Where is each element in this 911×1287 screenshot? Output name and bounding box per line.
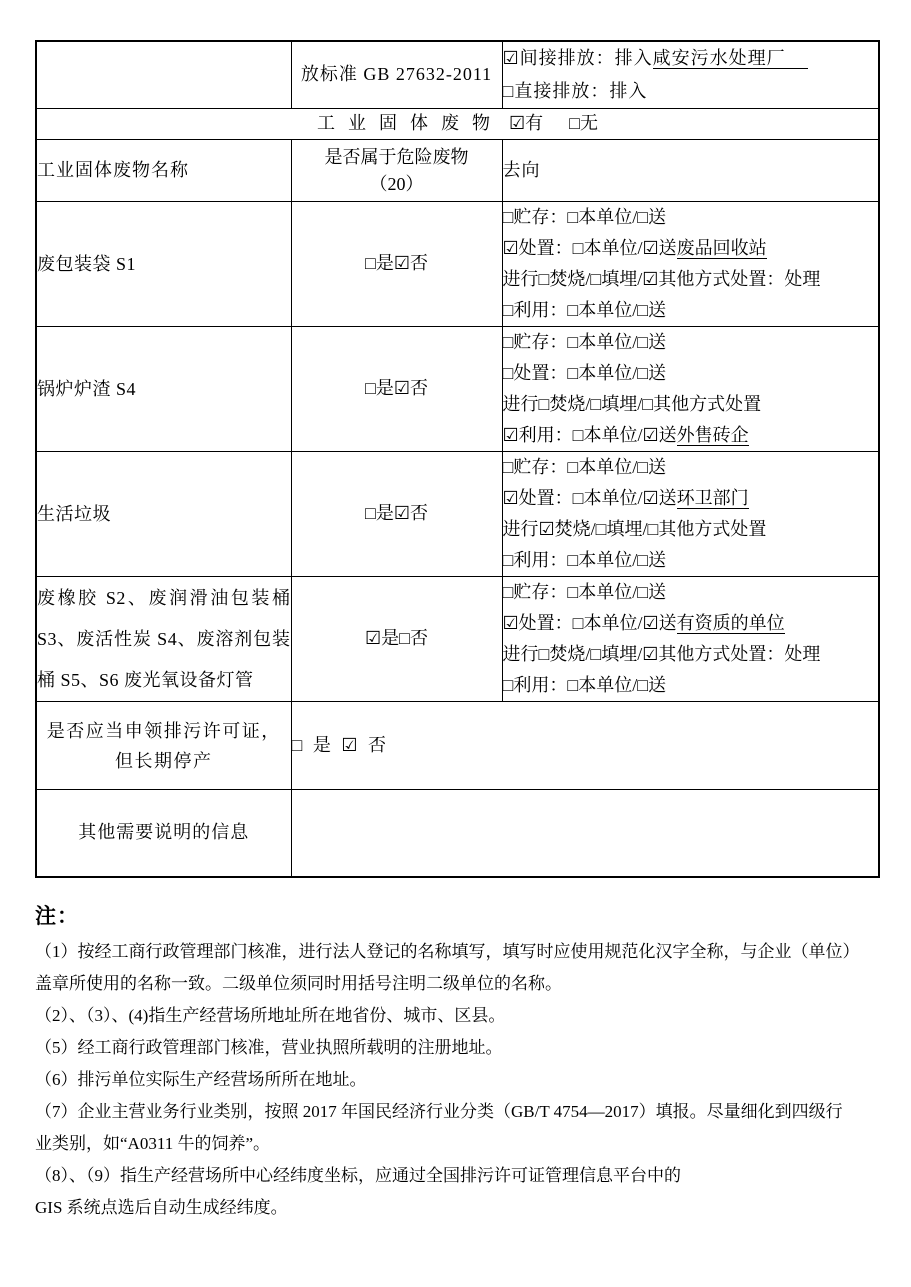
method-line [503, 264, 879, 295]
permit-answer-cell: □ 是 ☑ 否 [291, 702, 879, 790]
disposal-line [503, 358, 879, 389]
indirect-discharge-line [503, 42, 879, 75]
utilization-line [503, 420, 879, 451]
note-line: （2）、（3）、(4)指生产经营场所地址所在地省份、城市、区县。 [35, 1006, 506, 1025]
waste-name-cell: 锅炉炉渣 S4 [36, 327, 291, 452]
method-line [503, 514, 879, 545]
permit-question-cell [36, 702, 291, 790]
note-line: （5）经工商行政管理部门核准，营业执照所载明的注册地址。 [35, 1038, 503, 1057]
destination-cell [502, 452, 879, 577]
note-line: （7）企业主营业务行业类别，按照 2017 年国民经济行业分类（GB/T 4754—2017）填报。尽量细化到四级行 [35, 1102, 843, 1121]
discharge-destination-cell [502, 41, 879, 109]
disposal-text: ☑处置：□本单位/☑送 [502, 238, 677, 258]
storage-line [503, 202, 879, 233]
destination-cell [502, 327, 879, 452]
storage-line [503, 577, 879, 608]
storage-text: □贮存：□本单位/□送 [502, 582, 667, 602]
utilization-text: ☑利用：□本单位/☑送 [502, 425, 677, 445]
permit-question-line2: 但长期停产 [115, 750, 213, 771]
destination-cell [502, 577, 879, 702]
disposal-text: □处置：□本单位/□送 [502, 363, 667, 383]
waste-row [36, 327, 879, 452]
method-text: 进行□焚烧/□填埋/☑其他方式处置：处理 [502, 269, 821, 289]
other-info-label-cell: 其他需要说明的信息 [36, 790, 291, 877]
utilization-underlined-value: 外售砖企 [676, 425, 749, 445]
waste-name-cell: 废包装袋 S1 [36, 202, 291, 327]
disposal-underlined-value: 环卫部门 [676, 488, 749, 508]
hazard-cell: □是☑否 [291, 202, 502, 327]
method-text: 进行□焚烧/□填埋/□其他方式处置 [502, 394, 762, 414]
waste-row [36, 202, 879, 327]
direct-discharge-line: □直接排放：排入 [502, 81, 648, 101]
permit-question-line1: 是否应当申领排污许可证， [46, 720, 281, 741]
note-line: 盖章所使用的名称一致。二级单位须同时用括号注明二级单位的名称。 [35, 974, 562, 993]
disposal-underlined-value: 废品回收站 [676, 238, 767, 258]
solid-waste-toggle-row [36, 109, 879, 140]
utilization-line [503, 545, 879, 576]
method-line [503, 639, 879, 670]
waste-row [36, 452, 879, 577]
waste-name-cell: 生活垃圾 [36, 452, 291, 577]
note-line: （6）排污单位实际生产经营场所所在地址。 [35, 1070, 367, 1089]
note-line: （1）按经工商行政管理部门核准，进行法人登记的名称填写，填写时应使用规范化汉字全称，与企业（单位） [35, 942, 860, 961]
other-info-value-cell [291, 790, 879, 877]
note-line: GIS 系统点选后自动生成经纬度。 [35, 1198, 288, 1217]
utilization-line [503, 670, 879, 701]
indirect-destination-underlined-value: 咸安污水处理厂 [653, 48, 808, 69]
solid-waste-label: 工业固体废物 [316, 113, 503, 134]
hazard-cell: □是☑否 [291, 327, 502, 452]
empty-continuation-cell [36, 41, 291, 109]
utilization-line [503, 295, 879, 326]
solid-waste-toggle-cell [36, 109, 879, 140]
col-header-destination: 去向 [502, 140, 879, 202]
storage-text: □贮存：□本单位/□送 [502, 207, 667, 227]
column-header-row [36, 140, 879, 202]
method-line [503, 389, 879, 420]
hazard-cell: □是☑否 [291, 452, 502, 577]
disposal-line [503, 233, 879, 264]
waste-registration-table [35, 40, 880, 878]
disposal-underlined-value: 有资质的单位 [676, 613, 785, 633]
waste-name-cell: 废橡胶 S2、废润滑油包装桶 S3、废活性炭 S4、废溶剂包装桶 S5、S6 废光氧设备灯管 [36, 577, 291, 702]
destination-cell [502, 202, 879, 327]
utilization-text: □利用：□本单位/□送 [502, 675, 667, 695]
permit-question-row [36, 702, 879, 790]
disposal-line [503, 483, 879, 514]
hazardous-header-line2: （20） [369, 173, 424, 194]
hazard-cell: ☑是□否 [291, 577, 502, 702]
discharge-standard-row [36, 41, 879, 109]
storage-text: □贮存：□本单位/□送 [502, 332, 667, 352]
notes-section [35, 902, 880, 1224]
storage-line [503, 452, 879, 483]
solid-waste-yes-checkbox: ☑有 [508, 113, 544, 134]
discharge-standard-cell: 放标准 GB 27632-2011 [291, 41, 502, 109]
disposal-text: ☑处置：□本单位/☑送 [502, 488, 677, 508]
other-info-row [36, 790, 879, 877]
hazardous-header-line1: 是否属于危险废物 [324, 146, 469, 167]
disposal-line [503, 608, 879, 639]
utilization-text: □利用：□本单位/□送 [502, 550, 667, 570]
disposal-text: ☑处置：□本单位/☑送 [502, 613, 677, 633]
method-text: 进行☑焚烧/□填埋/□其他方式处置 [502, 519, 767, 539]
indirect-discharge-text: ☑间接排放：排入 [502, 48, 653, 68]
note-line: （8）、（9）指生产经营场所中心经纬度坐标，应通过全国排污许可证管理信息平台中的 [35, 1166, 681, 1185]
solid-waste-no-checkbox: □无 [569, 113, 598, 134]
col-header-hazardous [291, 140, 502, 202]
storage-line [503, 327, 879, 358]
note-line: 业类别，如“A0311 牛的饲养”。 [35, 1134, 270, 1153]
col-header-waste-name: 工业固体废物名称 [36, 140, 291, 202]
method-text: 进行□焚烧/□填埋/☑其他方式处置：处理 [502, 644, 821, 664]
notes-title: 注： [35, 904, 79, 928]
storage-text: □贮存：□本单位/□送 [502, 457, 667, 477]
waste-row [36, 577, 879, 702]
utilization-text: □利用：□本单位/□送 [502, 300, 667, 320]
